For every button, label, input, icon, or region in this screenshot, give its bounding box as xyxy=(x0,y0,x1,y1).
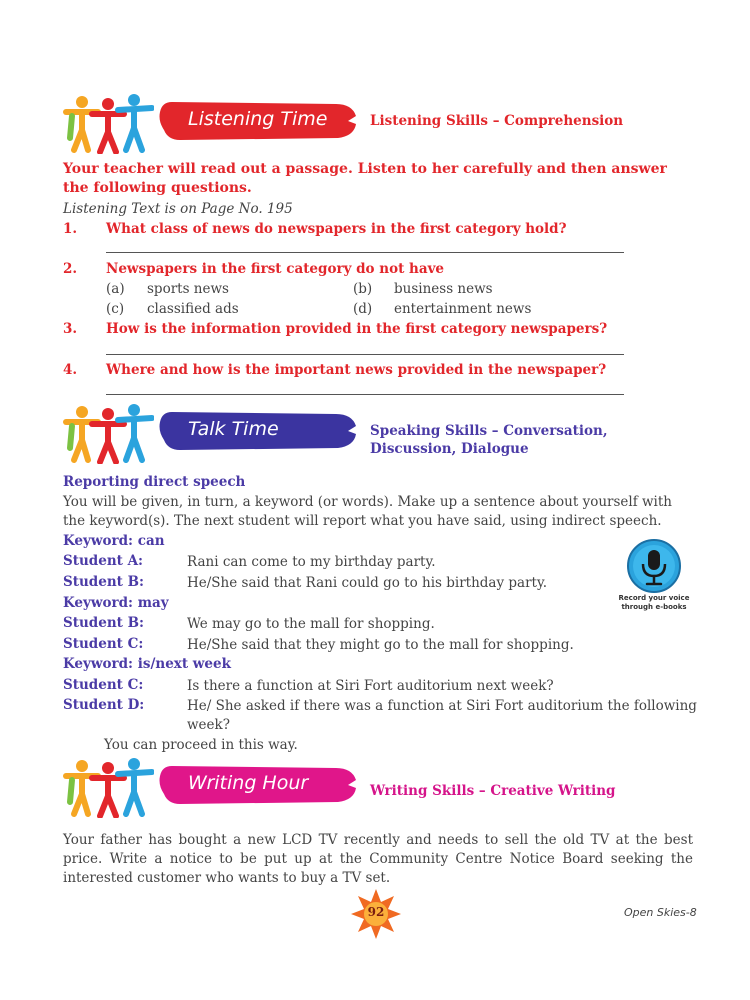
kids-group-icon xyxy=(62,404,154,464)
speech-6: He/ She asked if there was a function at Siri Fort auditorium the following week? xyxy=(187,698,697,733)
option-c-text: classified ads xyxy=(147,301,239,317)
page-number: 92 xyxy=(367,905,385,919)
microphone-icon xyxy=(612,538,696,594)
writing-section-header xyxy=(62,758,702,818)
kids-group-icon xyxy=(62,758,154,818)
listening-instruction: Your teacher will read out a passage. Listen to her carefully and then answer the following questions. xyxy=(63,161,667,196)
option-a-label: (a) xyxy=(106,281,125,297)
speech-4: He/She said that they might go to the mall for shopping. xyxy=(187,637,574,653)
writing-subtitle: Writing Skills – Creative Writing xyxy=(370,783,616,799)
answer-line-1[interactable] xyxy=(106,252,624,253)
talk-subtitle: Speaking Skills – Conversation, Discussion, Dialogue xyxy=(370,423,608,457)
speech-3: We may go to the mall for shopping. xyxy=(187,616,435,632)
speech-1: Rani can come to my birthday party. xyxy=(187,554,436,570)
keyword-can: Keyword: can xyxy=(63,533,165,549)
option-d-label: (d) xyxy=(353,301,373,317)
speech-5: Is there a function at Siri Fort auditorium next week? xyxy=(187,678,554,694)
speaker-1: Student A: xyxy=(63,553,144,569)
talk-heading: Reporting direct speech xyxy=(63,474,246,490)
answer-line-3[interactable] xyxy=(106,354,624,355)
option-a-text: sports news xyxy=(147,281,229,297)
writing-banner-title: Writing Hour xyxy=(188,772,309,794)
talk-section-header xyxy=(62,404,702,464)
listening-subtitle: Listening Skills – Comprehension xyxy=(370,113,624,129)
page-number-badge xyxy=(350,888,402,940)
speaker-4: Student C: xyxy=(63,636,144,652)
listening-section-header xyxy=(62,94,702,154)
speaker-6: Student D: xyxy=(63,697,145,713)
speaker-3: Student B: xyxy=(63,615,144,631)
option-d-text: entertainment news xyxy=(394,301,532,317)
speaker-2: Student B: xyxy=(63,574,144,590)
listening-note: Listening Text is on Page No. 195 xyxy=(63,201,293,217)
talk-intro: You will be given, in turn, a keyword (or words). Make up a sentence about yourself with the keyword(s). The next student will report what you have said, using indirect speech. xyxy=(63,494,672,529)
option-c-label: (c) xyxy=(106,301,125,317)
record-voice-caption: Record your voice through e-books xyxy=(618,594,690,611)
option-b-text: business news xyxy=(394,281,493,297)
answer-line-4[interactable] xyxy=(106,394,624,395)
speaker-5: Student C: xyxy=(63,677,144,693)
talk-banner-title: Talk Time xyxy=(188,418,279,440)
keyword-next-week: Keyword: is/next week xyxy=(63,656,231,672)
keyword-may: Keyword: may xyxy=(63,595,169,611)
kids-group-icon xyxy=(62,94,154,154)
option-b-label: (b) xyxy=(353,281,373,297)
book-title: Open Skies-8 xyxy=(624,906,697,919)
record-voice-button[interactable] xyxy=(612,538,696,618)
workbook-page: Listening Time Listening Skills – Comprehension Your teacher will read out a passage. Listen to her carefully and then answer the following questions. Listening Text is on Page No. 195 1. What class of news do newspapers in the first category hold? 2. Newspapers in the first category do not have (a) sports news (b) business news (c) classified ads (d) entertainment news 3. How is the information provided in the first category newspapers? 4. Where and how is the important news provided in the newspaper? Talk Time Speaking Skills – Conversation, Discussion, Dialogue Reporting direct speech You will be given, in turn, a keyword (or words). Make up a sentence about yourself with the keyword(s). The next student will report what you have said, using indirect speech. Keyword: can Student A: Rani can come to my birthday party. Student B: He/She said that Rani could go to his birthday party. Keyword: may Student B: We may go to the mall for shopping. Student C: He/She said that they might go to the mall for shopping. Keyword: is/next week Student C: Is there a function at Siri Fort auditorium next week? Student D: He/ She asked if there was a function at Siri Fort auditorium the following week? You can proceed in this way. Record your voice through e-books Writing Hour Writing Skills – Creative Writing Your father has bought a new LCD TV recently and needs to sell the old TV at the best price. Write a notice to be put up at the Community Centre Notice Board seeking the interested customer who wants to buy a TV set. 92 Open Skies-8 xyxy=(0,0,750,1000)
speech-2: He/She said that Rani could go to his birthday party. xyxy=(187,575,548,591)
listening-banner-title: Listening Time xyxy=(188,108,328,130)
writing-task: Your father has bought a new LCD TV recently and needs to sell the old TV at the best price. Write a notice to be put up at the Community Centre Notice Board seeking the interested customer who wants to buy a TV set. xyxy=(63,832,693,886)
talk-closing: You can proceed in this way. xyxy=(104,737,298,753)
